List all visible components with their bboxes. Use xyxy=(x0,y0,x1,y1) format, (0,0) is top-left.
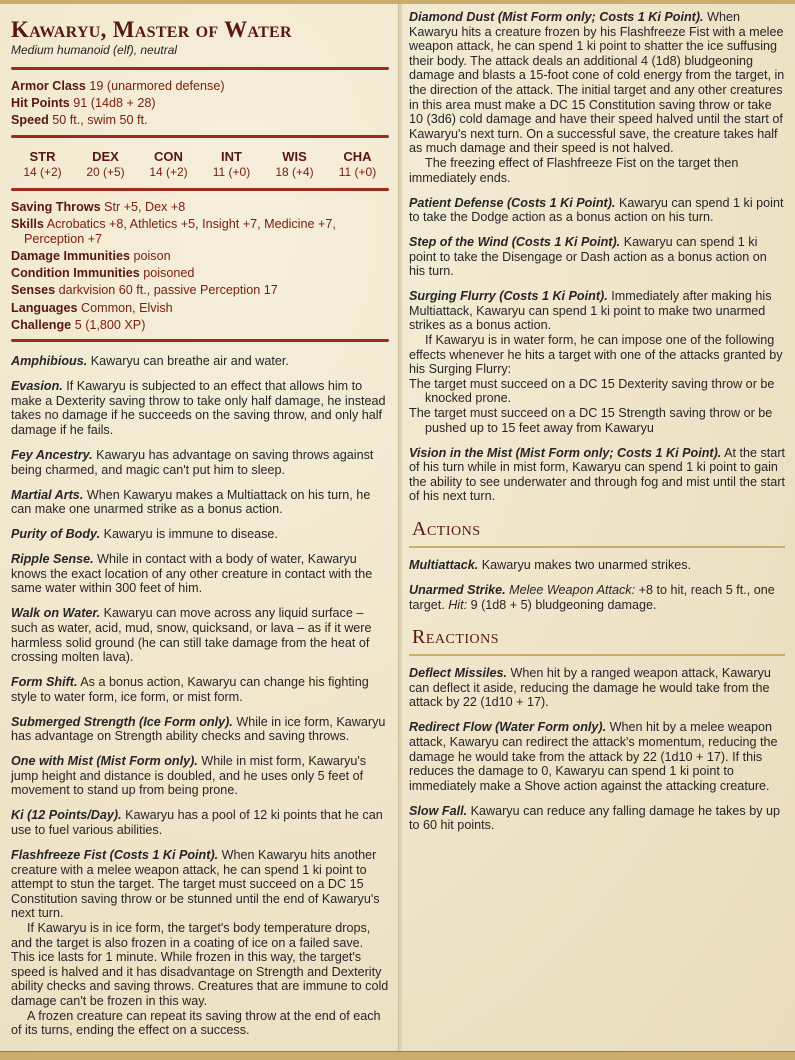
action-unarmed-strike xyxy=(409,583,785,612)
trait-option: The target must succeed on a DC 15 Dexterity saving throw or be knocked prone. xyxy=(409,376,775,406)
trait-step-of-the-wind xyxy=(409,235,785,279)
reaction-slow-fall xyxy=(409,804,785,833)
hit-points-label: Hit Points xyxy=(11,96,70,111)
reaction-text: When hit by a ranged weapon attack, Kawaryu can deflect it aside, reducing the damage he would take from the attack by 22 (1d10 + 17). xyxy=(409,666,771,710)
trait-one-with-mist xyxy=(11,754,389,798)
armor-class-label: Armor Class xyxy=(11,79,86,93)
trait-text: While in contact with a body of water, Kawaryu knows the exact location of any other creature in contact with the same water within 300 feet of him. xyxy=(11,552,373,596)
rule-4 xyxy=(11,339,389,342)
trait-name: Vision in the Mist (Mist Form only; Costs 1 Ki Point). xyxy=(409,445,722,460)
saving-throws-value: Str +5, Dex +8 xyxy=(104,199,186,214)
ability-score: 20 (+5) xyxy=(86,164,125,179)
action-multiattack xyxy=(409,558,785,573)
languages-line xyxy=(11,301,389,316)
attack-type: Melee Weapon Attack: xyxy=(509,582,636,597)
ability-name: WIS xyxy=(282,148,307,164)
trait-name: Fey Ancestry. xyxy=(11,448,93,463)
rule-1 xyxy=(11,67,389,70)
trait-name: Patient Defense (Costs 1 Ki Point). xyxy=(409,195,616,210)
action-name: Unarmed Strike. xyxy=(409,582,506,597)
actions-heading: Actions xyxy=(412,517,481,540)
trait-name: Ripple Sense. xyxy=(11,552,94,567)
damage-immunities-value: poison xyxy=(133,248,171,263)
trait-text: Kawaryu can spend 1 ki point to take the Dodge action as a bonus action on his turn. xyxy=(409,195,784,225)
condition-immunities-line xyxy=(11,266,389,281)
senses-value: darkvision 60 ft., passive Perception 17 xyxy=(58,283,278,298)
hit-label: Hit: xyxy=(448,597,468,612)
trait-name: Step of the Wind (Costs 1 Ki Point). xyxy=(409,235,621,250)
hit-points-value: 91 (14d8 + 28) xyxy=(73,96,156,111)
ability-name: STR xyxy=(29,148,56,164)
trait-name: Walk on Water. xyxy=(11,606,101,621)
action-name: Multiattack. xyxy=(409,557,479,572)
trait-paragraph: If Kawaryu is in ice form, the target's body temperature drops, and the target is also frozen in a coating of ice on a failed save. This ice lasts for 1 minute. While frozen in this way, the target's speed is halved and it has disadvantage on Strength and Dexterity ability checks and saving throws. Creatures that are immune to cold damage can't be frozen in this way. xyxy=(11,920,389,1008)
reaction-name: Slow Fall. xyxy=(409,803,468,818)
saving-throws-label: Saving Throws xyxy=(11,199,101,214)
action-text: Kawaryu makes two unarmed strikes. xyxy=(481,557,692,572)
trait-name: Diamond Dust (Mist Form only; Costs 1 Ki Point). xyxy=(409,10,704,24)
trait-text: When Kawaryu makes a Multiattack on his turn, he can make one unarmed strike as a bonus action. xyxy=(11,487,371,517)
trait-martial-arts xyxy=(11,488,389,517)
trait-ripple-sense xyxy=(11,552,389,596)
challenge-label: Challenge xyxy=(11,317,72,332)
speed-value: 50 ft., swim 50 ft. xyxy=(52,113,148,128)
trait-text: At the start of his turn while in mist form, Kawaryu can spend 1 ki point to gain the ability to see underwater and through fog and mist until the start of his next turn. xyxy=(409,445,786,504)
skills-label: Skills xyxy=(11,217,44,232)
trait-form-shift xyxy=(11,675,389,704)
senses-label: Senses xyxy=(11,283,56,298)
actions-rule xyxy=(409,546,785,548)
ability-scores xyxy=(11,149,389,180)
condition-immunities-label: Condition Immunities xyxy=(11,266,140,281)
ability-name: DEX xyxy=(92,148,119,164)
reactions-heading: Reactions xyxy=(412,626,500,649)
trait-paragraph: The freezing effect of Flashfreeze Fist on the target then immediately ends. xyxy=(409,155,739,185)
trait-walk-on-water xyxy=(11,606,389,664)
trait-diamond-dust xyxy=(409,10,785,185)
skills-value: Acrobatics +8, Athletics +5, Insight +7, Medicine +7, Perception +7 xyxy=(24,217,336,246)
right-column xyxy=(409,10,785,843)
trait-text: Kawaryu has advantage on saving throws against being charmed, and magic can't put him to sleep. xyxy=(11,448,374,477)
ability-con xyxy=(137,149,200,180)
trait-vision-in-the-mist xyxy=(409,446,785,504)
trait-evasion xyxy=(11,379,389,437)
trait-name: Form Shift. xyxy=(11,675,78,690)
trait-name: Purity of Body. xyxy=(11,527,101,542)
trait-submerged-strength xyxy=(11,715,389,744)
ability-str xyxy=(11,149,74,180)
trait-paragraph: A frozen creature can repeat its saving throw at the end of each of its turns, ending the effect on a success. xyxy=(11,1008,381,1038)
ability-name: CHA xyxy=(343,148,372,164)
languages-value: Common, Elvish xyxy=(80,300,173,315)
reaction-text: When hit by a melee weapon attack, Kawaryu can redirect the attack's momentum, reducing the damage he would take from the attack by 22 (1d10 + 17). If this reduces the damage to 0, Kawaryu can spend 1 ki point to immediately make a Shove action against the attacking creature. xyxy=(409,720,778,793)
ability-score: 14 (+2) xyxy=(23,164,62,179)
monster-name: Kawaryu, Master of Water xyxy=(11,17,292,42)
challenge-value: 5 (1,800 XP) xyxy=(74,317,146,332)
trait-name: Submerged Strength (Ice Form only). xyxy=(11,714,233,729)
hit-text: 9 (1d8 + 5) bludgeoning damage. xyxy=(470,597,657,612)
senses-line xyxy=(11,283,389,298)
rule-3 xyxy=(11,188,389,191)
speed-label: Speed xyxy=(11,113,49,128)
trait-name: Amphibious. xyxy=(11,354,88,369)
ability-name: INT xyxy=(221,148,242,164)
trait-name: One with Mist (Mist Form only). xyxy=(11,754,198,769)
ability-score: 14 (+2) xyxy=(149,164,188,179)
condition-immunities-value: poisoned xyxy=(143,266,195,281)
skills-line xyxy=(11,217,389,246)
damage-immunities-label: Damage Immunities xyxy=(11,248,130,263)
ability-int xyxy=(200,149,263,180)
languages-label: Languages xyxy=(11,300,78,315)
reaction-name: Deflect Missiles. xyxy=(409,666,507,681)
armor-class-line xyxy=(11,79,389,94)
trait-text: Kawaryu is immune to disease. xyxy=(103,527,278,542)
ability-score: 11 (+0) xyxy=(338,164,377,179)
trait-text: When Kawaryu hits another creature with a melee weapon attack, he can spend 1 ki point to attempt to stun the target. The target must succeed on a DC 15 Constitution saving throw or be stunned until the end of Kawaryu's next turn. xyxy=(11,848,380,921)
saving-throws-line xyxy=(11,200,389,215)
trait-text: As a bonus action, Kawaryu can change his fighting style to water form, ice form, or mist form. xyxy=(11,675,369,704)
trait-option: The target must succeed on a DC 15 Strength saving throw or be pushed up to 15 feet away from Kawaryu xyxy=(409,406,773,435)
reaction-text: Kawaryu can reduce any falling damage he takes by up to 60 hit points. xyxy=(409,803,781,833)
reaction-redirect-flow xyxy=(409,720,785,793)
trait-fey-ancestry xyxy=(11,448,389,477)
trait-text: Kawaryu can move across any liquid surface – such as water, acid, mud, snow, quicksand, or lava – as if it were harmless solid ground (he can still take damage from the heat of crossing molten lava). xyxy=(11,606,372,665)
ability-wis xyxy=(263,149,326,180)
reactions-rule xyxy=(409,654,785,656)
detail-properties xyxy=(11,200,389,332)
challenge-line xyxy=(11,318,389,333)
trait-patient-defense xyxy=(409,196,785,225)
core-properties xyxy=(11,79,389,128)
damage-immunities-line xyxy=(11,249,389,264)
trait-text: Immediately after making his Multiattack, Kawaryu can spend 1 ki point to make two unarmed strikes as a bonus action. xyxy=(409,289,772,333)
trait-name: Evasion. xyxy=(11,379,63,394)
trait-text: While in ice form, Kawaryu has advantage on Strength ability checks and saving throws. xyxy=(11,714,386,744)
trait-amphibious xyxy=(11,354,389,369)
column-divider xyxy=(398,4,402,1051)
left-column xyxy=(11,8,389,1048)
trait-name: Surging Flurry (Costs 1 Ki Point). xyxy=(409,289,608,304)
ability-score: 11 (+0) xyxy=(212,164,251,179)
trait-purity-of-body xyxy=(11,527,389,542)
trait-name: Ki (12 Points/Day). xyxy=(11,808,122,823)
action-text: +8 to hit, reach 5 ft., one target. xyxy=(409,582,775,612)
monster-type: Medium humanoid (elf), neutral xyxy=(11,43,178,57)
trait-text: Kawaryu has a pool of 12 ki points that he can use to fuel various abilities. xyxy=(11,808,383,838)
ability-score: 18 (+4) xyxy=(275,164,314,179)
trait-paragraph: If Kawaryu is in water form, he can impose one of the following effects whenever he hits a target with one of the attacks granted by his Surging Flurry: xyxy=(409,333,783,377)
trait-name: Flashfreeze Fist (Costs 1 Ki Point). xyxy=(11,848,219,863)
trait-text: Kawaryu can spend 1 ki point to take the Disengage or Dash action as a bonus action on his turn. xyxy=(409,235,767,279)
hit-points-line xyxy=(11,96,389,111)
trait-surging-flurry xyxy=(409,289,785,435)
speed-line xyxy=(11,113,389,128)
trait-text: While in mist form, Kawaryu's jump height and distance is doubled, and he uses only 5 feet of movement to stand up from being prone. xyxy=(11,754,367,798)
armor-class-value: 19 (unarmored defense) xyxy=(89,79,225,93)
trait-flashfreeze-fist xyxy=(11,848,389,1038)
reaction-name: Redirect Flow (Water Form only). xyxy=(409,720,607,735)
trait-text: If Kawaryu is subjected to an effect that allows him to make a Dexterity saving throw to take only half damage, he instead takes no damage if he succeeds on the saving throw, and only half damage if he fails. xyxy=(11,379,386,438)
trait-text: Kawaryu can breathe air and water. xyxy=(90,354,289,369)
ability-name: CON xyxy=(154,148,183,164)
reaction-deflect-missiles xyxy=(409,666,785,710)
ability-dex xyxy=(74,149,137,180)
trait-text: When Kawaryu hits a creature frozen by his Flashfreeze Fist with a melee weapon attack, he can spend 1 ki point to shatter the ice suffusing their body. The attack deals an additional 4 (1d8) bludgeoning damage and blasts a 15-foot cone of cold energy from the target, in the direction of the attack. The initial target and any other creatures in this area must make a DC 15 Constitution saving throw or take 10 (3d6) cold damage and have their speed halved until the start of Kawaryu's next turn. On a successful save, the creature takes half as much damage and their speed is not halved. xyxy=(409,10,785,156)
ability-cha xyxy=(326,149,389,180)
trait-name: Martial Arts. xyxy=(11,487,84,502)
trait-ki xyxy=(11,808,389,837)
rule-2 xyxy=(11,135,389,138)
